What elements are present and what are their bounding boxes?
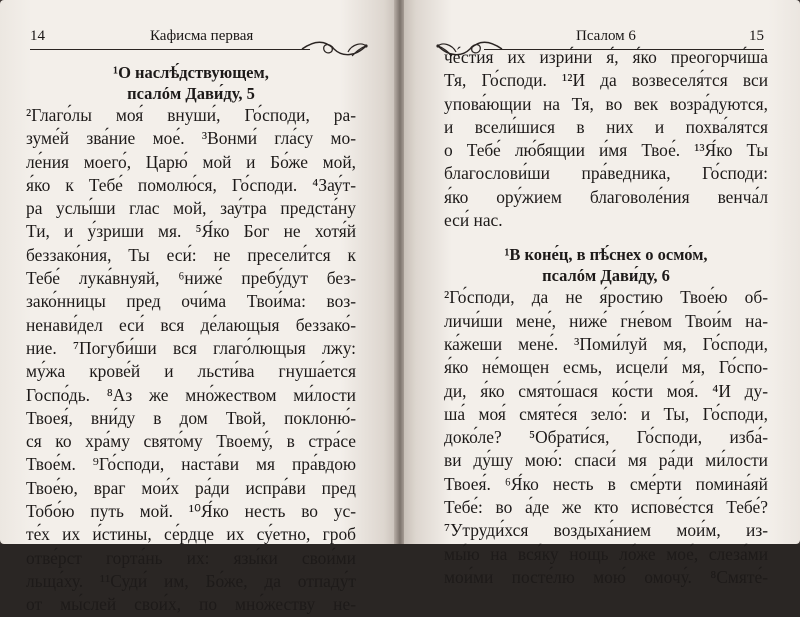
text-line: Твое́м. ⁹Го́споди, наста́ви мя пра́вдою <box>26 454 356 475</box>
flourish-ornament-icon <box>300 38 370 60</box>
text-line: я́ко не́мощен есмь, исцели́ мя, Го́спо- <box>444 357 768 378</box>
text-line: те́х их и́стины, се́рдце их су́етно, гроб <box>26 524 356 545</box>
title-line: ¹В коне́ц, в пѣ́снех о осмо́м, <box>504 245 708 265</box>
left-page <box>0 0 396 615</box>
text-line: Твое́ю, враг мои́х ра́ди испра́ви пред <box>26 477 356 498</box>
page-number: 15 <box>749 28 764 44</box>
text-line: ша́ моя́ смяте́ся зело́: и Ты, Го́споди, <box>444 403 768 424</box>
page-number: 14 <box>30 28 45 44</box>
text-line: ра услы́ши глас мой, зау́тра предста́ну <box>26 198 356 219</box>
right-page-text <box>444 46 768 589</box>
text-line: Тобо́ю путь мой. ¹⁰Я́ко несть во ус- <box>26 501 356 522</box>
text-line: мои́ми посте́лю мою́ омочу́. ⁸Смяте́- <box>444 566 768 587</box>
text-line: ²Глаго́лы моя́ внуши́, Го́споди, ра- <box>26 105 356 125</box>
text-line: Твоея́, вни́ду в дом Твой, поклоню́- <box>26 407 356 428</box>
psalm-body <box>444 46 768 232</box>
text-line: я́ко к Тебе́ помолю́ся, Го́споди. ⁴Зау́т- <box>26 174 356 195</box>
header-rule <box>30 49 310 50</box>
text-line: ви ду́шу мою́: спаси́ мя ра́ди ми́лости <box>444 450 768 471</box>
right-page <box>404 0 800 587</box>
psalm-body <box>444 286 768 589</box>
text-line: Ти, и у́зриши мя. ⁵Я́ко Бог не хотя́й <box>26 221 356 242</box>
text-line: че́стия их изри́ни я́, я́ко преогорчи́ша <box>444 47 768 67</box>
text-line: Госпо́дь. ⁸Аз же мно́жеством ми́лости <box>26 384 356 405</box>
text-line: мы́ю на вся́ку нощь ло́же мое́, слеза́ми <box>444 543 768 564</box>
text-line: еси́ нас. <box>444 210 503 231</box>
text-line: от мы́слей свои́х, по мно́жеству не- <box>26 594 356 615</box>
title-line: псалóм Дави́ду, 6 <box>542 266 670 286</box>
text-line: ле́ния моего́, Царю́ мой и Бо́же мой, <box>26 151 356 172</box>
text-line: благослови́ши пра́ведника, Го́споди: <box>444 163 768 184</box>
title-line: псалóм Дави́ду, 5 <box>127 84 255 103</box>
text-line: му́жа крове́й и льсти́ва гнуша́ется <box>26 361 356 382</box>
text-line: ⁷Утруди́хся воздыха́нием мои́м, из- <box>444 520 768 541</box>
text-line: личи́ши мене́, ниже́ гне́вом Твои́м на- <box>444 310 768 331</box>
running-head: Кафисма первая <box>150 28 254 44</box>
text-line: ненави́дел еси́ вся де́лающыя беззако́- <box>26 314 356 335</box>
text-line: отве́рст горта́нь их: язы́ки свои́ми <box>26 547 356 568</box>
text-line: Твоея́. ⁶Я́ко несть в сме́рти помина́яй <box>444 473 768 494</box>
text-line: ние. ⁷Погуби́ши вся глаго́лющыя лжу: <box>26 337 356 358</box>
text-line: доко́ле? ⁵Обрати́ся, Го́споди, изба́- <box>444 427 768 448</box>
text-line: ся ко хра́му свято́му Твоему́, в стра́се <box>26 431 356 452</box>
text-line: я́ко ору́жием благоволе́ния венча́л <box>444 186 768 207</box>
text-line: ка́жеши мене́. ³Поми́луй мя, Го́споди, <box>444 333 768 354</box>
text-line: Тебе́ лука́внуяй, ⁶ниже́ пребу́дут без- <box>26 268 356 289</box>
left-page-text <box>26 62 356 617</box>
psalm-title <box>26 62 356 104</box>
section-gap <box>444 232 768 244</box>
text-line: о Тебе́ лю́бящии и́мя Твое́. ¹³Я́ко Ты <box>444 140 768 161</box>
psalm-title <box>444 244 768 286</box>
text-line: ²Го́споди, да не я́ростию Твое́ю об- <box>444 287 768 308</box>
text-line: Тебе́: во а́де же кто испове́стся Тебе́? <box>444 497 768 518</box>
title-line: ¹О наслѣ́дствующем, <box>113 63 269 82</box>
text-line: беззако́ния, Ты еси́: не пресели́тся к <box>26 244 356 265</box>
psalm-body <box>26 104 356 617</box>
running-head: Псалом 6 <box>576 28 636 44</box>
text-line: и всели́шися в них и похва́лятся <box>444 116 768 137</box>
text-line: упова́ющии на Тя, во век возра́дуются, <box>444 93 768 114</box>
text-line: зуме́й зва́ние мое́. ³Вонми́ гла́су мо- <box>26 128 356 149</box>
text-line: зако́нницы пред очи́ма Твои́ма: воз- <box>26 291 356 312</box>
left-page-header <box>30 22 360 52</box>
text-line: ди, я́ко смято́шася ко́сти моя́. ⁴И ду- <box>444 380 768 401</box>
text-line: Тя, Го́споди. ¹²И да возвеселя́тся вси <box>444 70 768 91</box>
text-line: льща́ху. ¹¹Суди́ им, Бо́же, да отпаду́т <box>26 570 356 591</box>
